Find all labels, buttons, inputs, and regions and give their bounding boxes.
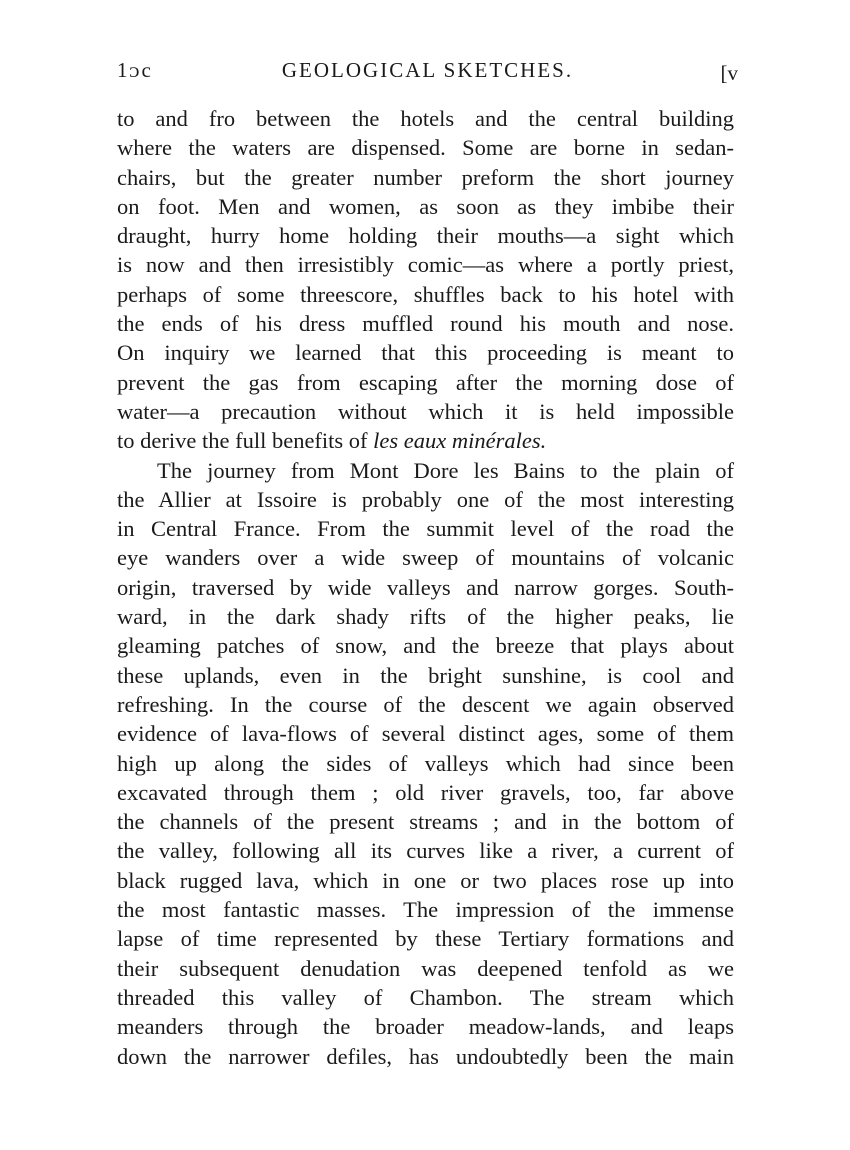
- text-line: where the waters are dispensed. Some are borne in sedan-: [117, 135, 734, 161]
- running-title: GEOLOGICAL SKETCHES.: [281, 58, 574, 82]
- text-line: meanders through the broader meadow-lands, and leaps: [117, 1014, 734, 1040]
- text-line: water—a precaution without which it is held impossible: [117, 398, 734, 424]
- paragraph-1: [117, 104, 734, 456]
- paragraph-2: [117, 456, 734, 1071]
- text-line: eye wanders over a wide sweep of mountains of volcanic: [117, 545, 734, 571]
- text-line: chairs, but the greater number preform the short journey: [117, 164, 734, 190]
- text-line: down the narrower defiles, has undoubtedly been the main: [117, 1043, 734, 1069]
- text-line: prevent the gas from escaping after the morning dose of: [117, 369, 734, 395]
- text-line: to and fro between the hotels and the central building: [117, 106, 734, 131]
- text-line: the Allier at Issoire is probably one of the most interesting: [117, 486, 734, 512]
- text-run: to derive the full benefits of: [117, 428, 374, 454]
- text-line: the valley, following all its curves like a river, a current of: [117, 838, 734, 864]
- text-line: these uplands, even in the bright sunshine, is cool and: [117, 662, 734, 688]
- text-line: On inquiry we learned that this proceeding is meant to: [117, 340, 734, 366]
- text-line: [117, 426, 734, 455]
- text-line: threaded this valley of Chambon. The stream which: [117, 984, 734, 1010]
- text-line: gleaming patches of snow, and the breeze that plays about: [117, 633, 734, 659]
- text-line: perhaps of some threescore, shuffles back to his hotel with: [117, 281, 734, 307]
- text-line: draught, hurry home holding their mouths—a sight which: [117, 223, 734, 249]
- text-line: refreshing. In the course of the descent we again observed: [117, 691, 734, 717]
- text-line: on foot. Men and women, as soon as they imbibe their: [117, 193, 734, 219]
- text-line: in Central France. From the summit level of the road the: [117, 516, 734, 542]
- text-line: high up along the sides of valleys which had since been: [117, 750, 734, 776]
- text-line: the most fantastic masses. The impression of the immense: [117, 897, 734, 923]
- text-line: is now and then irresistibly comic—as where a portly priest,: [117, 252, 734, 278]
- text-line: lapse of time represented by these Tertiary formations and: [117, 926, 734, 952]
- page-number: 1ᴐc: [117, 58, 153, 82]
- text-line: excavated through them ; old river gravels, too, far above: [117, 779, 734, 805]
- italic-phrase: les eaux minérales.: [373, 428, 547, 454]
- text-line: The journey from Mont Dore les Bains to the plain of: [157, 457, 734, 483]
- text-line: black rugged lava, which in one or two places rose up into: [117, 867, 734, 893]
- text-line: their subsequent denudation was deepened tenfold as we: [117, 955, 734, 981]
- text-line: ward, in the dark shady rifts of the higher peaks, lie: [117, 604, 734, 630]
- text-line: origin, traversed by wide valleys and narrow gorges. South-: [117, 574, 734, 600]
- text-line: the channels of the present streams ; and in the bottom of: [117, 809, 734, 835]
- running-head: [117, 58, 738, 92]
- chapter-mark: [v: [720, 61, 738, 85]
- text-line: the ends of his dress muffled round his mouth and nose.: [117, 311, 734, 337]
- text-line: evidence of lava-flows of several distinct ages, some of them: [117, 721, 734, 747]
- body-text: [117, 104, 734, 1071]
